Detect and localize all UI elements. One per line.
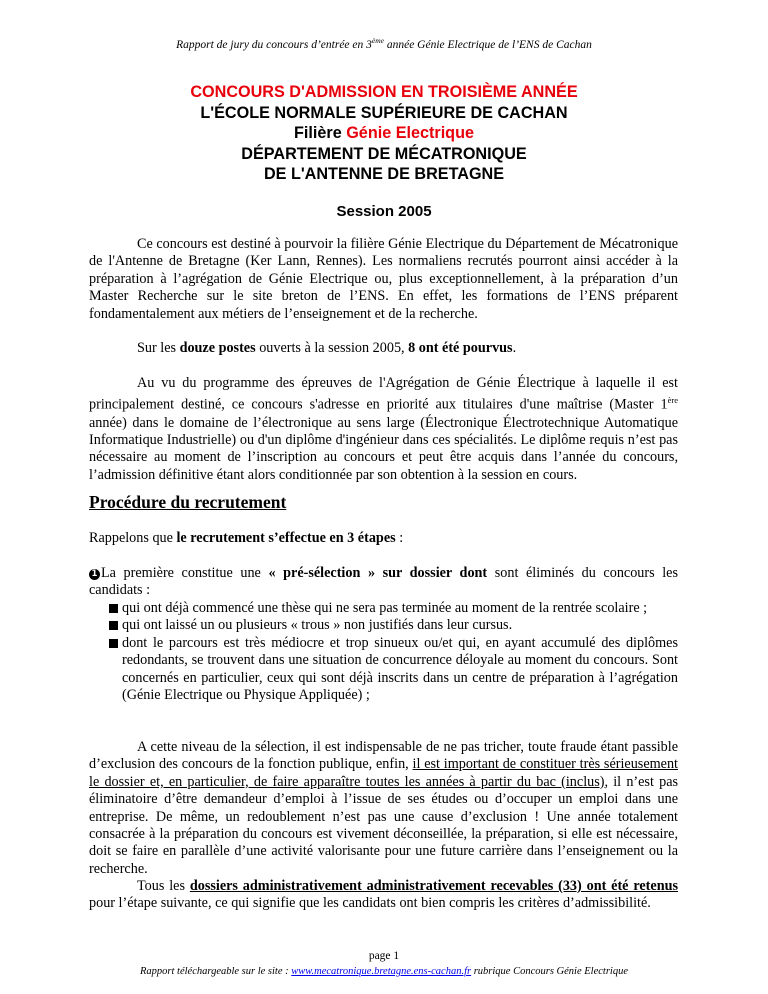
list-item <box>89 617 678 634</box>
header-superscript: ème <box>371 36 384 45</box>
title-line-1: CONCOURS D'ADMISSION EN TROISIÈME ANNÉE <box>190 83 578 101</box>
circled-number-icon: 1 <box>89 569 100 580</box>
list-item-text: qui ont laissé un ou plusieurs « trous » non justifiés dans leur cursus. <box>122 617 513 634</box>
p3-text-2: année) dans le domaine de l’électronique au sens large (Électronique Électrotechnique Automatique Informatique Industrielle) ou d'un diplôme d'ingénieur dans ces spécialités. Le diplôme requis n’est pas nécessaire au moment de l’inscription au concours et peut être acquis dans l’année du concours, l’admission définitive étant alors conditionnée par son obtention à la session en cours. <box>89 414 678 483</box>
footer-note <box>0 966 768 977</box>
paragraph-4 <box>89 739 678 878</box>
step-1-paragraph <box>89 565 678 600</box>
footer-text-end: rubrique Concours Génie Electrique <box>471 966 628 977</box>
title-line-3-highlight: Génie Electrique <box>346 124 474 143</box>
session-title: Session 2005 <box>336 203 432 220</box>
header-text-end: année Génie Electrique de l’ENS de Cachan <box>383 38 592 51</box>
procedure-intro-colon: : <box>395 530 404 546</box>
title-line-3-prefix: Filière <box>294 124 347 143</box>
intro-paragraph-3 <box>89 375 678 484</box>
paragraph-5 <box>89 878 678 913</box>
footer-text: Rapport téléchargeable sur le site : <box>140 966 292 977</box>
step-1-bold: « pré-sélection » sur dossier dont <box>268 565 488 581</box>
running-header <box>0 36 768 51</box>
title-line-3 <box>0 123 768 144</box>
title-line-5: DE L'ANTENNE DE BRETAGNE <box>263 165 505 184</box>
p2-period: . <box>512 340 517 356</box>
step-1-text: La première constitue une <box>101 565 269 581</box>
list-item <box>89 600 678 617</box>
p5-text-2: pour l’étape suivante, ce qui signifie que les candidats ont bien compris les critères d’admissibilité. <box>89 895 651 912</box>
p3-text: Au vu du programme des épreuves de l'Agrégation de Génie Électrique à laquelle il est principalement destiné, ce concours s'adresse en priorité aux titulaires d'une maîtrise (Master 1 <box>89 375 678 414</box>
p2-text-2: ouverts à la session 2005, <box>255 340 409 356</box>
p2-text: Sur les <box>137 340 180 356</box>
procedure-intro-text: Rappelons que <box>89 530 177 546</box>
procedure-intro-bold: le recrutement s’effectue en 3 étapes <box>176 530 396 546</box>
intro-paragraph-1: Ce concours est destiné à pourvoir la filière Génie Electrique du Département de Mécatronique de l'Antenne de Bretagne (Ker Lann, Rennes). Les normaliens recrutés pourront ainsi accéder à la préparation à l’agrégation de Génie Electrique ou, plus exceptionnellement, à la préparation d’un Master Recherche sur le site breton de l’ENS. En effet, les formations de l’ENS préparent fondamentalement aux métiers de l’enseignement et de la recherche. <box>89 236 678 322</box>
square-bullet-icon <box>109 604 118 613</box>
p4-text: A cette niveau de la sélection, il est indispensable de ne pas tricher, toute fraude étant passible d’exclusion des concours de la fonction publique, enfin, <box>89 739 678 773</box>
list-item-text: dont le parcours est très médiocre et trop sinueux ou/et qui, en ayant accumulé des diplômes redondants, se trouvent dans une situation de concurrence déloyale au moment du concours. Sont concernés en particulier, ceux qui sont déjà inscrits dans un centre de préparation à l’agrégation (Génie Electrique ou Physique Appliquée) ; <box>122 634 678 704</box>
step-1-text-2: sont éliminés du concours les candidats : <box>89 565 679 599</box>
title-line-2: L'ÉCOLE NORMALE SUPÉRIEURE DE CACHAN <box>200 103 568 122</box>
p2-bold-postes: douze postes <box>179 340 256 356</box>
title-block <box>0 82 768 185</box>
p2-bold-pourvus: 8 ont été pourvus <box>408 340 513 356</box>
criteria-list <box>89 600 678 704</box>
list-item <box>89 635 678 705</box>
intro-paragraph-2 <box>89 340 678 357</box>
square-bullet-icon <box>109 639 118 648</box>
list-item-text: qui ont déjà commencé une thèse qui ne sera pas terminée au moment de la rentrée scolaire ; <box>122 600 648 616</box>
section-heading: Procédure du recrutement <box>89 492 287 512</box>
header-text: Rapport de jury du concours d’entrée en 3 <box>176 38 372 51</box>
p5-bold-underlined: dossiers administrativement administrativement recevables (33) ont été retenus <box>189 878 678 894</box>
p5-text: Tous les <box>137 878 190 894</box>
title-line-4: DÉPARTEMENT DE MÉCATRONIQUE <box>241 144 527 163</box>
p4-underlined: il est important de constituer très sérieusement le dossier et, en particulier, de faire apparaître toutes les années à partir du bac (inclus) <box>89 756 678 790</box>
page-number: page 1 <box>368 950 400 962</box>
footer-website-link[interactable]: www.mecatronique.bretagne.ens-cachan.fr <box>291 966 472 977</box>
p4-text-2: , il n’est pas éliminatoire d’être demandeur d’emploi à l’issue de ses études ou d’occuper un emploi dans une entreprise. De même, un redoublement n’est pas une cause d’exclusion ! Une année totalement consacrée à la préparation du concours est vivement déconseillée, la préparation, si elle est nécessaire, doit se faire en parallèle d’une activité valorisante pour une future carrière dans l’enseignement ou la recherche. <box>89 773 679 877</box>
procedure-intro <box>89 530 678 547</box>
square-bullet-icon <box>109 621 118 630</box>
p3-superscript: ère <box>667 395 678 406</box>
